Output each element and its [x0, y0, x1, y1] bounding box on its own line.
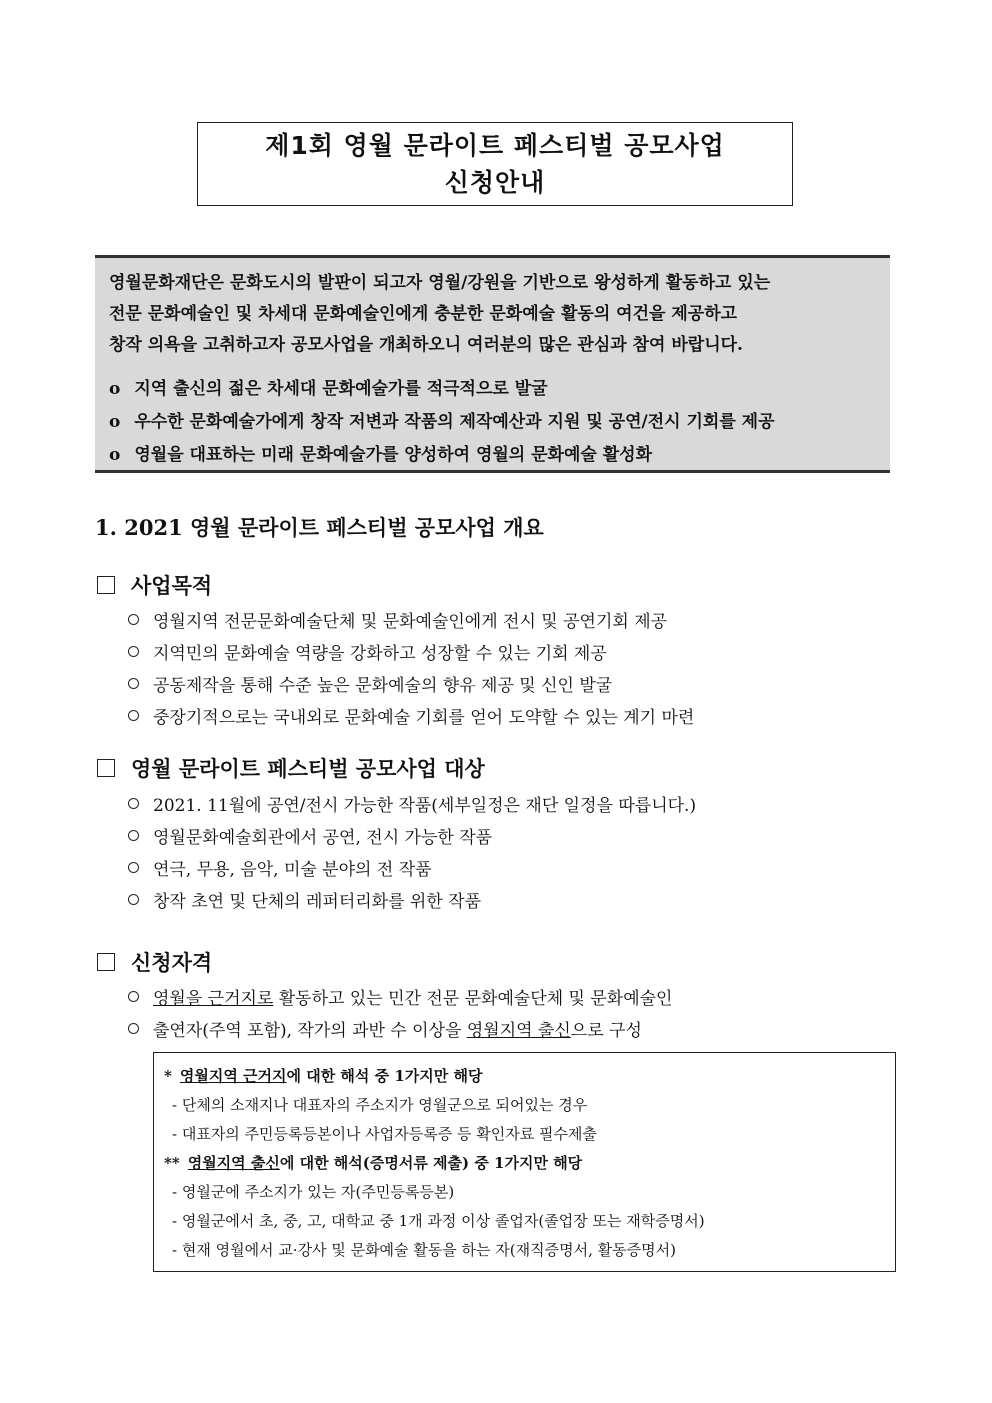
circle-bullet-icon [128, 991, 139, 1002]
checkbox-square-icon [97, 576, 115, 594]
list-item [128, 984, 672, 1009]
list-item-text: 2021. 11월에 공연/전시 가능한 작품(세부일정은 재단 일정을 따릅니다.) [153, 796, 697, 816]
list-item [128, 855, 432, 880]
note-item: - 대표자의 주민등록등본이나 사업자등록증 등 확인자료 필수제출 [172, 1125, 597, 1143]
underlined-text: 영월지역 출신 [187, 1154, 280, 1172]
circle-bullet-icon [128, 862, 139, 873]
eligibility-heading [97, 947, 212, 977]
intro-paragraph-line: 영월문화재단은 문화도시의 발판이 되고자 영월/강원을 기반으로 왕성하게 활동하고 있는 [109, 273, 771, 293]
title-box [197, 122, 793, 206]
note-heading-text: 에 대한 해석 중 1가지만 해당 [286, 1067, 483, 1085]
bullet-mark: o [109, 445, 121, 465]
circle-bullet-icon [128, 830, 139, 841]
list-item-text: 영월지역 전문문화예술단체 및 문화예술인에게 전시 및 공연기회 제공 [153, 612, 668, 632]
list-item [128, 639, 607, 664]
list-item [128, 823, 492, 848]
notes-box [153, 1052, 896, 1272]
list-item [128, 607, 667, 632]
list-item [128, 671, 612, 696]
list-item-text: 활동하고 있는 민간 전문 문화예술단체 및 문화예술인 [273, 989, 673, 1009]
circle-bullet-icon [128, 894, 139, 905]
note-item: - 현재 영월에서 교·강사 및 문화예술 활동을 하는 자(재직증명서, 활동증명서) [172, 1241, 676, 1259]
note-heading [164, 1065, 482, 1086]
intro-bullet [109, 407, 775, 432]
target-heading [97, 753, 485, 783]
note-item: - 단체의 소재지나 대표자의 주소지가 영월군으로 되어있는 경우 [172, 1096, 588, 1114]
note-mark: ** [164, 1154, 180, 1172]
purpose-heading-text: 사업목적 [131, 573, 213, 598]
intro-box [95, 255, 890, 473]
list-item-text: 으로 구성 [570, 1021, 642, 1041]
circle-bullet-icon [128, 678, 139, 689]
intro-bullet-text: 영월을 대표하는 미래 문화예술가를 양성하여 영월의 문화예술 활성화 [134, 445, 653, 465]
page-subtitle: 신청안내 [444, 168, 546, 197]
list-item [128, 1016, 642, 1041]
note-item: - 영월군에서 초, 중, 고, 대학교 중 1개 과정 이상 졸업자(졸업장 또는 재학증명서) [172, 1212, 705, 1230]
checkbox-square-icon [97, 759, 115, 777]
intro-bullet [109, 440, 652, 465]
bullet-mark: o [109, 379, 121, 399]
circle-bullet-icon [128, 798, 139, 809]
list-item-text: 중장기적으로는 국내외로 문화예술 기회를 얻어 도약할 수 있는 계기 마련 [153, 708, 695, 728]
intro-paragraph-line: 창작 의욕을 고취하고자 공모사업을 개최하오니 여러분의 많은 관심과 참여 바랍니다. [109, 335, 743, 355]
list-item [128, 703, 694, 728]
underlined-text: 영월지역 근거지 [179, 1067, 287, 1085]
intro-bullet [109, 374, 548, 399]
list-item-text: 영월문화예술회관에서 공연, 전시 가능한 작품 [153, 828, 493, 848]
checkbox-square-icon [97, 953, 115, 971]
eligibility-heading-text: 신청자격 [131, 950, 213, 975]
underlined-text: 영월지역 출신 [466, 1021, 571, 1041]
page-title: 제1회 영월 문라이트 페스티벌 공모사업 [265, 131, 725, 160]
note-mark: * [164, 1067, 172, 1085]
section-heading: 1. 2021 영월 문라이트 페스티벌 공모사업 개요 [95, 515, 544, 540]
target-heading-text: 영월 문라이트 페스티벌 공모사업 대상 [131, 756, 485, 781]
note-item: - 영월군에 주소지가 있는 자(주민등록등본) [172, 1183, 455, 1201]
bullet-mark: o [109, 412, 121, 432]
note-heading [164, 1152, 582, 1173]
list-item-text: 연극, 무용, 음악, 미술 분야의 전 작품 [153, 860, 432, 880]
list-item [128, 791, 696, 816]
note-heading-text: 에 대한 해석(증명서류 제출) 중 1가지만 해당 [279, 1154, 583, 1172]
circle-bullet-icon [128, 1023, 139, 1034]
intro-bullet-text: 우수한 문화예술가에게 창작 저변과 작품의 제작예산과 지원 및 공연/전시 기회를 제공 [134, 412, 775, 432]
circle-bullet-icon [128, 614, 139, 625]
list-item-text: 창작 초연 및 단체의 레퍼터리화를 위한 작품 [153, 892, 482, 912]
intro-paragraph-line: 전문 문화예술인 및 차세대 문화예술인에게 충분한 문화예술 활동의 여건을 제공하고 [109, 304, 738, 324]
circle-bullet-icon [128, 646, 139, 657]
list-item-text: 공동제작을 통해 수준 높은 문화예술의 향유 제공 및 신인 발굴 [153, 676, 613, 696]
underlined-text: 영월을 근거지로 [153, 989, 274, 1009]
intro-bullet-text: 지역 출신의 젊은 차세대 문화예술가를 적극적으로 발굴 [134, 379, 548, 399]
list-item-text: 출연자(주역 포함), 작가의 과반 수 이상을 [153, 1021, 467, 1041]
circle-bullet-icon [128, 710, 139, 721]
list-item [128, 887, 481, 912]
purpose-heading [97, 570, 212, 600]
list-item-text: 지역민의 문화예술 역량을 강화하고 성장할 수 있는 기회 제공 [153, 644, 607, 664]
